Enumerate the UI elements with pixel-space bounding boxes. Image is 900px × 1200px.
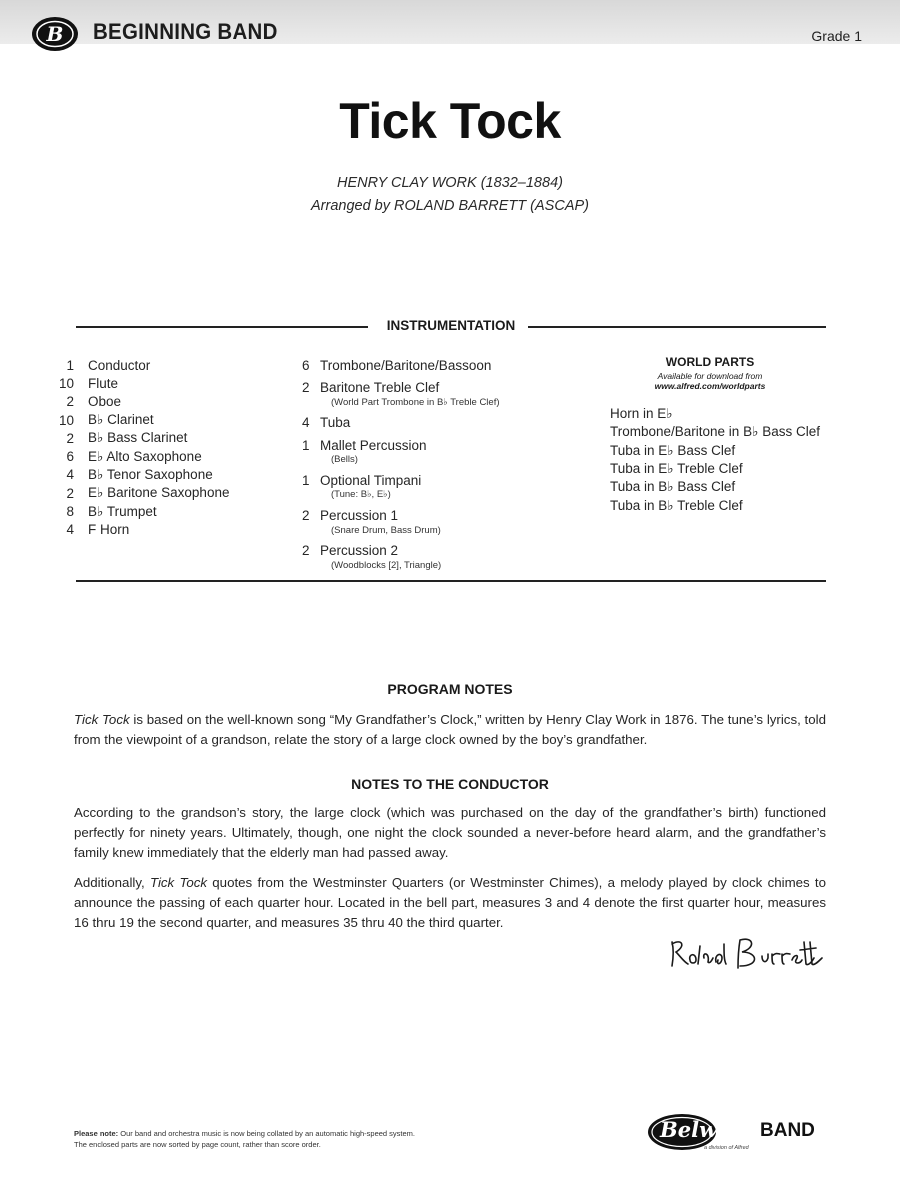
instrument-qty: 1: [302, 472, 310, 488]
instrument-note: (Tune: B♭, E♭): [331, 489, 391, 501]
instrument-name: Oboe: [88, 394, 122, 410]
instrument-name: Flute: [88, 375, 119, 391]
world-part-item: Horn in E♭: [610, 406, 673, 422]
instrument-name: B♭ Clarinet: [88, 412, 154, 428]
instrument-row: [302, 414, 500, 432]
world-parts-available: Available for download from: [657, 371, 763, 381]
instrument-qty: 4: [302, 415, 310, 431]
instrument-list-1: [58, 356, 229, 539]
instrument-qty: 1: [66, 357, 74, 373]
belwin-division: a division of Alfred: [704, 1145, 749, 1151]
instrument-name: E♭ Alto Saxophone: [88, 448, 202, 464]
composer-credit: HENRY CLAY WORK (1832–1884): [337, 175, 563, 191]
instrument-row: [58, 502, 229, 520]
belwin-band-label: BAND: [760, 1120, 815, 1141]
instrument-row: [302, 471, 500, 489]
arranger-credit: Arranged by ROLAND BARRETT (ASCAP): [311, 198, 589, 214]
footnote: [74, 1128, 415, 1150]
instrument-row: [302, 542, 500, 560]
footnote-bold: Please note:: [74, 1129, 119, 1138]
instrument-name: Conductor: [88, 357, 151, 373]
conductor-notes-heading: NOTES TO THE CONDUCTOR: [351, 776, 549, 792]
world-part-item: Tuba in E♭ Bass Clef: [610, 442, 736, 458]
instrument-qty: 2: [66, 485, 74, 501]
instrument-name: B♭ Bass Clarinet: [88, 430, 188, 446]
instrument-qty: 10: [58, 375, 74, 391]
instrumentation-title: INSTRUMENTATION: [386, 318, 516, 333]
instrument-name: B♭ Tenor Saxophone: [88, 466, 213, 482]
svg-text:B: B: [46, 22, 64, 46]
world-part-item: Tuba in B♭ Treble Clef: [610, 497, 743, 513]
instrument-note: (Snare Drum, Bass Drum): [331, 524, 441, 536]
program-notes-text: [74, 710, 826, 750]
instrument-row: [58, 393, 229, 411]
footnote-text1: Our band and orchestra music is now being collated by an automatic high-speed system.: [118, 1129, 416, 1138]
divider-bottom: [76, 580, 826, 582]
piece-title: Tick Tock: [339, 93, 561, 149]
instrument-qty: 1: [302, 437, 310, 453]
instrument-row: [302, 378, 500, 396]
footnote-line2: The enclosed parts are now sorted by page count, rather than score order.: [74, 1140, 321, 1149]
program-notes-heading: PROGRAM NOTES: [387, 681, 513, 697]
instrumentation-heading: [76, 318, 826, 334]
instrument-qty: 6: [66, 449, 74, 465]
instrument-qty: 2: [302, 508, 310, 524]
instrument-name: E♭ Baritone Saxophone: [88, 485, 230, 501]
instrument-qty: 2: [302, 543, 310, 559]
footnote-line1: [74, 1128, 415, 1139]
conductor-notes-para2: [74, 873, 826, 933]
instrument-name: Percussion 1: [320, 508, 399, 524]
instrument-list-2: [302, 356, 500, 577]
world-part-item: Trombone/Baritone in B♭ Bass Clef: [610, 424, 820, 440]
instrument-row: [302, 356, 500, 374]
instrument-row: [58, 521, 229, 539]
instrument-name: F Horn: [88, 522, 130, 538]
world-parts-list: [610, 405, 820, 515]
instrument-qty: 2: [302, 379, 310, 395]
instrument-name: B♭ Trumpet: [88, 503, 157, 519]
instrument-name: Trombone/Baritone/Bassoon: [320, 357, 492, 373]
instrument-note: (World Part Trombone in B♭ Treble Clef): [331, 396, 500, 408]
instrument-row: [302, 506, 500, 524]
divider-right: [528, 326, 826, 328]
instrument-row: [58, 429, 229, 447]
world-part-item: Tuba in B♭ Bass Clef: [610, 479, 736, 495]
program-notes-italic: Tick Tock: [74, 712, 130, 727]
instrument-name: Percussion 2: [320, 543, 399, 559]
series-title: BEGINNING BAND: [93, 19, 278, 44]
instrument-row: [58, 374, 229, 392]
instrument-name: Tuba: [320, 415, 351, 431]
world-parts-header: [610, 355, 810, 391]
instrument-qty: 8: [66, 504, 74, 520]
conductor-notes-para1: According to the grandson’s story, the large clock (which was purchased on the day of the grandfather’s birth) functioned perfectly for ninety years. Ultimately, though, one night the clock sounded a never-before heard alarm, and the grandfather’s family knew immediately that the elderly man had passed away.: [74, 805, 826, 860]
instrument-name: Baritone Treble Clef: [320, 379, 440, 395]
world-parts-title: WORLD PARTS: [665, 355, 755, 369]
instrument-row: [302, 436, 500, 454]
instrument-row: [58, 447, 229, 465]
instrument-qty: 10: [58, 412, 74, 428]
belwin-brand: Belwin: [660, 1117, 741, 1142]
instrument-note: (Woodblocks [2], Triangle): [331, 560, 442, 572]
instrument-qty: 2: [66, 430, 74, 446]
world-part-item: Tuba in E♭ Treble Clef: [610, 461, 743, 477]
program-notes-body: is based on the well-known song “My Grandfather’s Clock,” written by Henry Clay Work in 1876. The tune’s lyrics, told from the viewpoint of a grandson, relate the story of a large clock owned by the boy’s grandfather.: [74, 712, 826, 747]
world-parts-url[interactable]: www.alfred.com/worldparts: [654, 381, 766, 391]
instrument-name: Optional Timpani: [320, 472, 422, 488]
instrument-qty: 6: [302, 357, 310, 373]
instrument-row: [58, 466, 229, 484]
para2-lead: Additionally,: [74, 875, 150, 890]
instrument-name: Mallet Percussion: [320, 437, 427, 453]
para2-italic: Tick Tock: [149, 875, 208, 890]
para2-body: quotes from the Westminster Quarters (or Westminster Chimes), a melody played by clock chimes to announce the passing of each quarter hour. Located in the bell part, measures 3 and 4 denote the first quarter hour, measures 16 thru 19 the second quarter, and measures 35 thru 40 the third quarter.: [74, 875, 827, 930]
credits: [0, 172, 900, 218]
grade-label: Grade 1: [811, 28, 862, 44]
belwin-series-logo-icon: [30, 13, 80, 55]
signature: [668, 932, 828, 976]
instrument-qty: 4: [66, 467, 74, 483]
instrument-row: [58, 484, 229, 502]
instrument-row: [58, 356, 229, 374]
instrument-qty: 4: [66, 522, 74, 538]
instrument-qty: 2: [66, 394, 74, 410]
instrument-note: (Bells): [331, 454, 358, 466]
instrument-row: [58, 411, 229, 429]
